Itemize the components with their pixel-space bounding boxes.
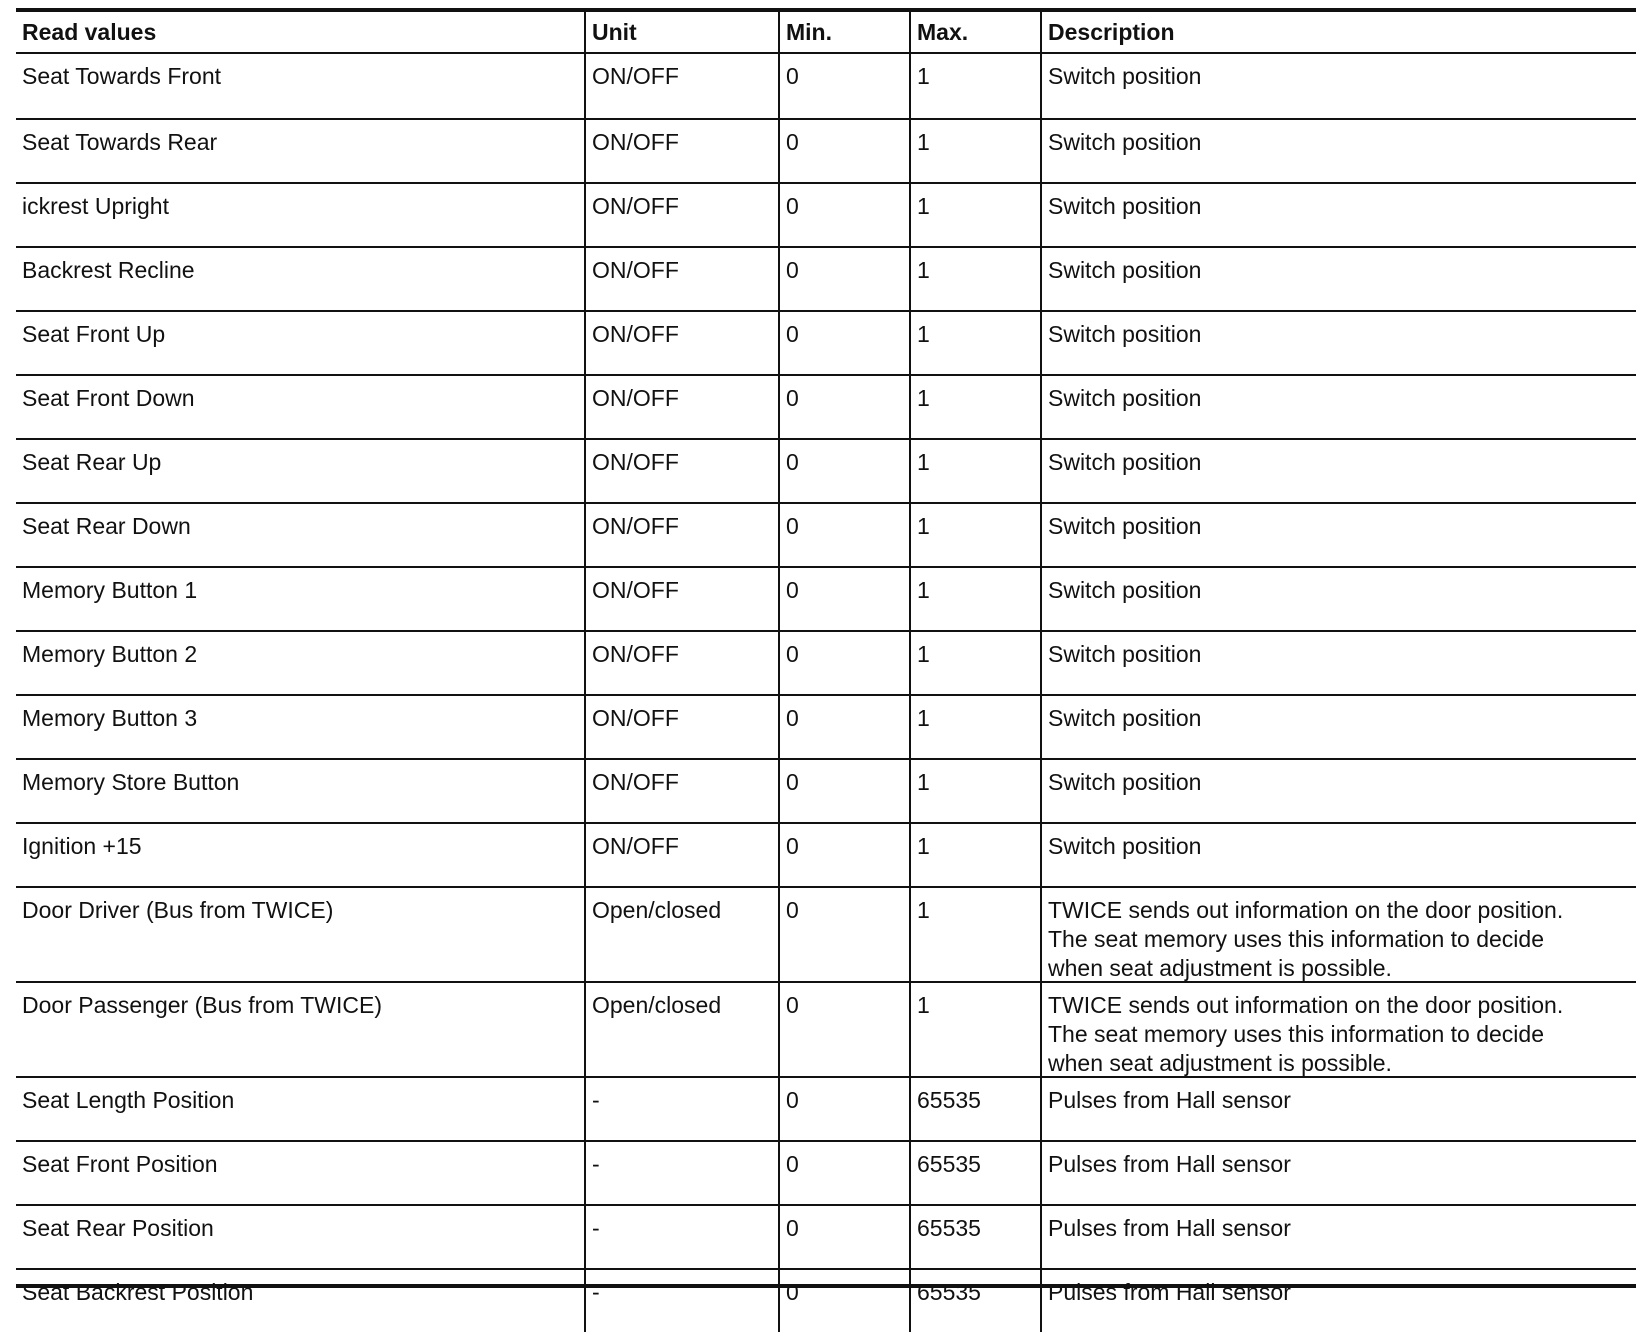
table-row <box>16 54 1636 118</box>
cell-description: Pulses from Hall sensor <box>1040 1078 1636 1140</box>
cell-max: 1 <box>909 312 1040 374</box>
cell-max: 65535 <box>909 1270 1040 1332</box>
header-min: Min. <box>778 12 909 52</box>
cell-max: 1 <box>909 376 1040 438</box>
cell-min: 0 <box>778 312 909 374</box>
cell-min: 0 <box>778 120 909 182</box>
table-row <box>16 694 1636 758</box>
cell-max: 1 <box>909 184 1040 246</box>
cell-read-value: Seat Rear Position <box>22 1215 214 1241</box>
read-values-table <box>16 8 1636 1305</box>
cell-description: Switch position <box>1040 632 1636 694</box>
table-row <box>16 438 1636 502</box>
cell-unit: ON/OFF <box>584 760 778 822</box>
cell-read-value: Seat Front Up <box>22 321 166 347</box>
cell-description: Switch position <box>1040 120 1636 182</box>
cell-min: 0 <box>778 504 909 566</box>
table-row <box>16 1140 1636 1204</box>
cell-read-value: Memory Button 1 <box>22 577 198 603</box>
cell-read-value: Seat Rear Down <box>22 513 191 539</box>
cell-unit: Open/closed <box>584 888 778 981</box>
cell-min: 0 <box>778 888 909 981</box>
cell-unit: ON/OFF <box>584 120 778 182</box>
cell-max: 1 <box>909 696 1040 758</box>
cell-read-value: Backrest Recline <box>22 257 195 283</box>
cell-min: 0 <box>778 184 909 246</box>
cell-description: Switch position <box>1040 696 1636 758</box>
cell-max: 1 <box>909 120 1040 182</box>
table-row <box>16 1076 1636 1140</box>
cell-read-value: Door Passenger (Bus from TWICE) <box>22 992 383 1018</box>
cell-max: 1 <box>909 504 1040 566</box>
cell-max: 1 <box>909 983 1040 1076</box>
cell-unit: Open/closed <box>584 983 778 1076</box>
table-row <box>16 182 1636 246</box>
cell-min: 0 <box>778 1206 909 1268</box>
table-row <box>16 502 1636 566</box>
cell-max: 1 <box>909 824 1040 886</box>
cell-description: Switch position <box>1040 568 1636 630</box>
cell-description: Pulses from Hall sensor <box>1040 1142 1636 1204</box>
header-read-values: Read values <box>22 19 157 45</box>
cell-description: Switch position <box>1040 824 1636 886</box>
cell-min: 0 <box>778 440 909 502</box>
cell-max: 1 <box>909 54 1040 118</box>
cell-max: 1 <box>909 440 1040 502</box>
cell-unit: - <box>584 1078 778 1140</box>
cell-min: 0 <box>778 54 909 118</box>
cell-description: Switch position <box>1040 312 1636 374</box>
table-row <box>16 1204 1636 1268</box>
cell-read-value: Seat Front Position <box>22 1151 218 1177</box>
cell-unit: ON/OFF <box>584 440 778 502</box>
cell-description: Switch position <box>1040 376 1636 438</box>
table-row <box>16 566 1636 630</box>
table-row <box>16 374 1636 438</box>
cell-min: 0 <box>778 983 909 1076</box>
cell-read-value: Seat Backrest Position <box>22 1279 254 1305</box>
cell-min: 0 <box>778 1270 909 1332</box>
cell-max: 1 <box>909 632 1040 694</box>
cell-unit: ON/OFF <box>584 54 778 118</box>
cell-max: 1 <box>909 888 1040 981</box>
cell-min: 0 <box>778 1078 909 1140</box>
cell-description: TWICE sends out information on the door position. The seat memory uses this information to decide when seat adjustment is possible. <box>1040 983 1636 1076</box>
cell-read-value: Seat Length Position <box>22 1087 235 1113</box>
cell-description: Switch position <box>1040 760 1636 822</box>
cell-unit: ON/OFF <box>584 312 778 374</box>
cell-unit: - <box>584 1142 778 1204</box>
table-row <box>16 246 1636 310</box>
cell-unit: ON/OFF <box>584 696 778 758</box>
cell-max: 65535 <box>909 1142 1040 1204</box>
cell-unit: ON/OFF <box>584 824 778 886</box>
cell-unit: ON/OFF <box>584 376 778 438</box>
cell-read-value: Memory Button 2 <box>22 641 198 667</box>
cell-unit: ON/OFF <box>584 184 778 246</box>
cell-min: 0 <box>778 1142 909 1204</box>
cell-description: Switch position <box>1040 54 1636 118</box>
table-row <box>16 310 1636 374</box>
header-description: Description <box>1040 12 1636 52</box>
table-row <box>16 822 1636 886</box>
cell-min: 0 <box>778 696 909 758</box>
cell-unit: ON/OFF <box>584 504 778 566</box>
table-row <box>16 1268 1636 1332</box>
table-row <box>16 118 1636 182</box>
cell-unit: ON/OFF <box>584 248 778 310</box>
cell-min: 0 <box>778 632 909 694</box>
cell-read-value: Seat Towards Front <box>22 63 222 89</box>
cell-read-value: Seat Towards Rear <box>22 129 218 155</box>
cell-read-value: Door Driver (Bus from TWICE) <box>22 897 334 923</box>
cell-description: Switch position <box>1040 248 1636 310</box>
cell-read-value: Memory Button 3 <box>22 705 198 731</box>
cell-unit: - <box>584 1270 778 1332</box>
table-row <box>16 886 1636 981</box>
cell-min: 0 <box>778 248 909 310</box>
cell-description: TWICE sends out information on the door position. The seat memory uses this information to decide when seat adjustment is possible. <box>1040 888 1636 981</box>
cell-min: 0 <box>778 568 909 630</box>
header-max: Max. <box>909 12 1040 52</box>
table-body <box>16 54 1636 1332</box>
cell-min: 0 <box>778 760 909 822</box>
cell-description: Pulses from Hall sensor <box>1040 1270 1636 1332</box>
cell-description: Pulses from Hall sensor <box>1040 1206 1636 1268</box>
cell-max: 1 <box>909 248 1040 310</box>
table-row <box>16 758 1636 822</box>
cell-read-value: Memory Store Button <box>22 769 240 795</box>
table-row <box>16 630 1636 694</box>
cell-description: Switch position <box>1040 440 1636 502</box>
cell-description: Switch position <box>1040 504 1636 566</box>
cell-read-value: Ignition +15 <box>22 833 142 859</box>
cell-read-value: ickrest Upright <box>22 193 169 219</box>
cell-read-value: Seat Front Down <box>22 385 195 411</box>
cell-read-value: Seat Rear Up <box>22 449 162 475</box>
cell-max: 1 <box>909 760 1040 822</box>
table-row <box>16 981 1636 1076</box>
table-header-row <box>16 12 1636 54</box>
cell-max: 65535 <box>909 1206 1040 1268</box>
cell-max: 65535 <box>909 1078 1040 1140</box>
cell-max: 1 <box>909 568 1040 630</box>
header-unit: Unit <box>584 12 778 52</box>
cell-unit: ON/OFF <box>584 568 778 630</box>
cell-min: 0 <box>778 824 909 886</box>
cell-min: 0 <box>778 376 909 438</box>
cell-unit: - <box>584 1206 778 1268</box>
cell-unit: ON/OFF <box>584 632 778 694</box>
cell-description: Switch position <box>1040 184 1636 246</box>
